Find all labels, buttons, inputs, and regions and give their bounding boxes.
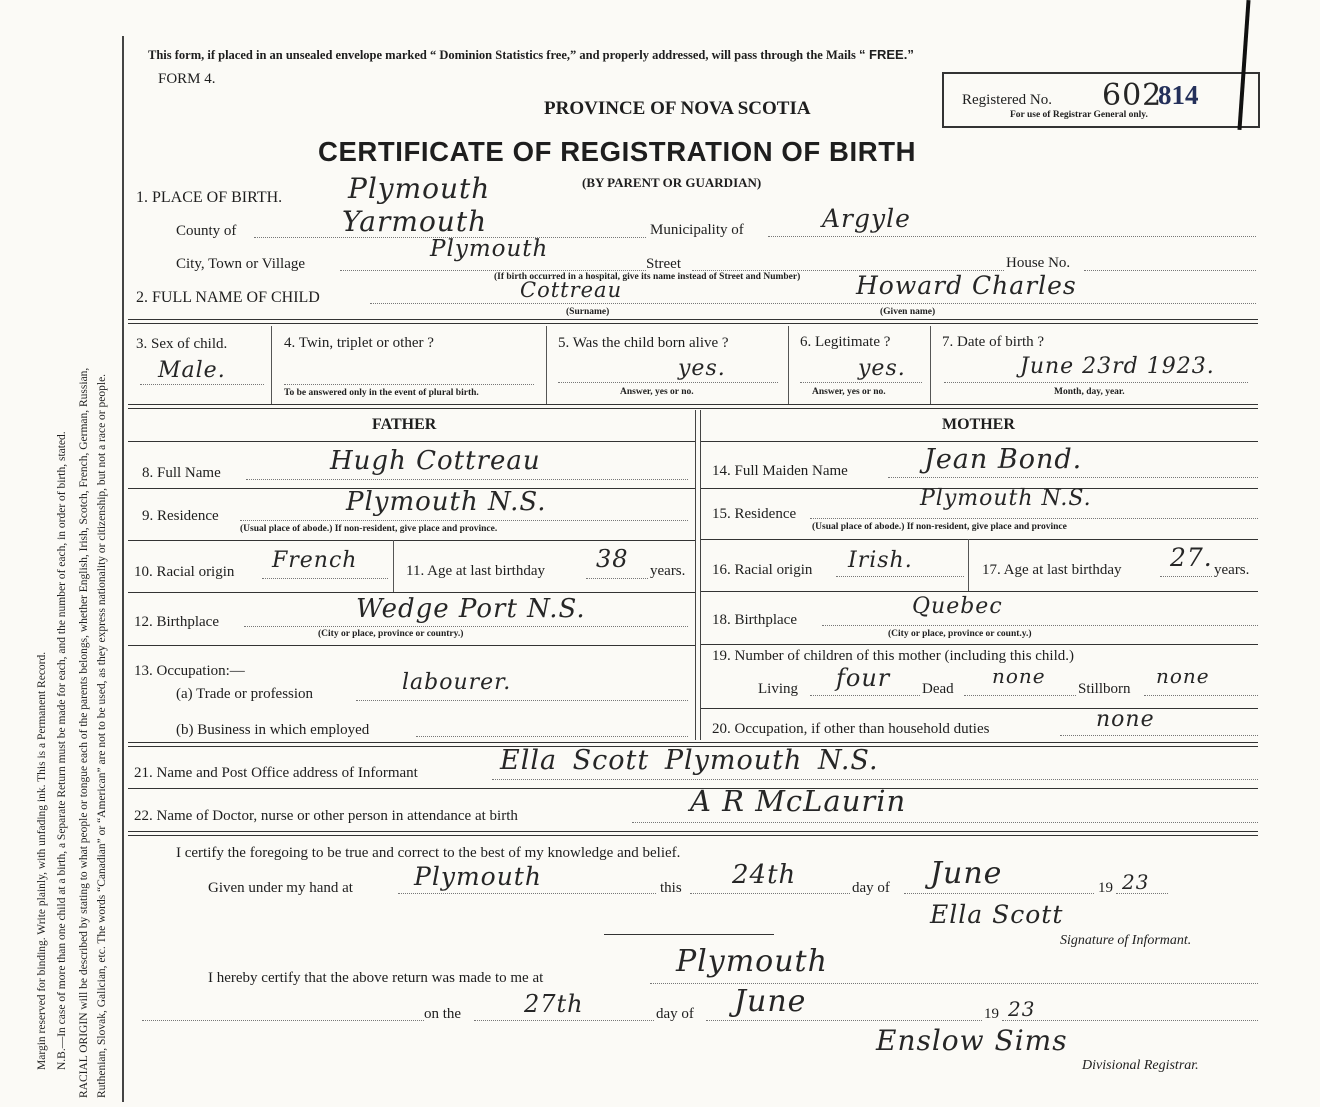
father-age-label: 11. Age at last birthday (406, 563, 545, 579)
father-name-value: Hugh Cottreau (330, 446, 541, 476)
mother-birthplace-label: 18. Birthplace (712, 612, 797, 628)
county-value: Yarmouth (342, 205, 488, 238)
informant-value: Ella Scott Plymouth N.S. (500, 745, 879, 776)
surname-caption: (Surname) (566, 307, 610, 317)
father-racial-value: French (272, 548, 358, 573)
alive-label: 5. Was the child born alive ? (558, 335, 729, 351)
mother-residence-value: Plymouth N.S. (920, 486, 1092, 511)
margin-note-racial-origin: RACIAL ORIGIN will be described by stating to what people or tongue each of the parents belongs, whether English, Irish, Scotch, French, German, Russian, (78, 367, 90, 1098)
twin-note: To be answered only in the event of plural birth. (284, 388, 479, 398)
mail-notice-text: This form, if placed in an unsealed envelope marked “ Dominion Statistics free,” and properly addressed, will pass through the Mails (148, 48, 859, 62)
father-years-label: years. (650, 563, 686, 579)
mother-name-value: Jean Bond. (924, 444, 1083, 475)
on-the-label: on the (424, 1006, 462, 1022)
father-birthplace-note: (City or place, province or country.) (318, 629, 464, 639)
mother-racial-value: Irish. (848, 548, 913, 573)
father-residence-note: (Usual place of abode.) If non-resident, give place and province. (240, 524, 498, 534)
father-birthplace-label: 12. Birthplace (134, 614, 219, 630)
business-label: (b) Business in which employed (176, 722, 370, 738)
stillborn-label: Stillborn (1078, 681, 1131, 697)
certificate-title: CERTIFICATE OF REGISTRATION OF BIRTH (318, 136, 917, 167)
father-name-label: 8. Full Name (142, 465, 221, 481)
given-place-value: Plymouth (414, 862, 542, 891)
mother-residence-label: 15. Residence (712, 506, 797, 522)
dob-caption: Month, day, year. (1054, 387, 1125, 397)
mother-racial-label: 16. Racial origin (712, 562, 813, 578)
given-under-hand-label: Given under my hand at (208, 880, 353, 896)
sex-value: Male. (158, 358, 226, 383)
mother-age-value: 27. (1170, 543, 1213, 572)
mail-notice (148, 47, 914, 63)
city-value: Plymouth (430, 236, 549, 262)
registered-number-handwritten: 602 (1102, 78, 1163, 113)
certificate-subtitle: (BY PARENT OR GUARDIAN) (582, 175, 762, 190)
child-given-name: Howard Charles (856, 271, 1077, 300)
margin-note-multiple-births: N.B.—In case of more than one child at a birth, a Separate Return must be made for each, and the number of each, in order of birth, stated. (56, 431, 68, 1070)
father-racial-label: 10. Racial origin (134, 564, 235, 580)
given-month-value: June (930, 856, 1003, 891)
legitimate-value: yes. (858, 356, 906, 381)
street-label: Street (646, 256, 681, 272)
living-label: Living (758, 681, 798, 697)
mail-notice-free: “ FREE.” (858, 47, 914, 62)
registrar-year-value: 23 (1008, 997, 1036, 1021)
form-number: FORM 4. (158, 71, 216, 87)
occupation-label: 13. Occupation:— (134, 663, 245, 679)
informant-label: 21. Name and Post Office address of Informant (134, 765, 418, 781)
mother-years-label: years. (1214, 562, 1250, 578)
dob-label: 7. Date of birth ? (942, 334, 1045, 350)
mother-name-label: 14. Full Maiden Name (712, 463, 848, 479)
registered-number-stamp: 814 (1158, 80, 1199, 110)
legitimate-label: 6. Legitimate ? (800, 334, 891, 350)
registered-label: Registered No. (962, 92, 1052, 108)
mother-age-label: 17. Age at last birthday (982, 562, 1122, 578)
stillborn-value: none (1156, 664, 1210, 688)
mother-heading: MOTHER (942, 416, 1015, 433)
mother-birthplace-value: Quebec (912, 594, 1003, 619)
mother-occupation-label: 20. Occupation, if other than household duties (712, 721, 990, 737)
given-day-value: 24th (732, 860, 797, 890)
this-label: this (660, 880, 682, 896)
place-of-birth-label: 1. PLACE OF BIRTH. (136, 189, 283, 206)
father-heading: FATHER (372, 416, 437, 433)
given-year-value: 23 (1122, 870, 1150, 894)
mother-residence-note: (Usual place of abode.) If non-resident, give place and province (812, 522, 1067, 532)
informant-signature-caption: Signature of Informant. (1060, 933, 1192, 948)
registrar-month-value: June (734, 984, 807, 1019)
legitimate-caption: Answer, yes or no. (812, 387, 886, 397)
municipality-label: Municipality of (650, 222, 744, 238)
child-name-label: 2. FULL NAME OF CHILD (136, 289, 320, 306)
sex-label: 3. Sex of child. (136, 336, 228, 352)
registrar-signature-caption: Divisional Registrar. (1082, 1058, 1199, 1073)
twin-label: 4. Twin, triplet or other ? (284, 335, 434, 351)
certify-statement: I certify the foregoing to be true and correct to the best of my knowledge and belief. (176, 845, 681, 861)
margin-note-binding: Margin reserved for binding. Write plainly, with unfading ink. This is a Permanent Record. (36, 651, 48, 1070)
child-surname: Cottreau (520, 278, 623, 302)
alive-value: yes. (678, 356, 726, 381)
province-heading: PROVINCE OF NOVA SCOTIA (544, 98, 811, 119)
given-name-caption: (Given name) (880, 307, 936, 317)
house-number-label: House No. (1006, 255, 1071, 271)
registrar-day-value: 27th (524, 990, 584, 1018)
children-count-label: 19. Number of children of this mother (including this child.) (712, 648, 1075, 664)
place-of-birth-value: Plymouth (348, 172, 491, 205)
registrar-signature: Enslow Sims (876, 1024, 1068, 1057)
dead-label: Dead (922, 681, 954, 697)
registrar-statement: I hereby certify that the above return was made to me at (208, 970, 544, 986)
given-year-prefix: 19 (1098, 880, 1113, 896)
registrar-year-prefix: 19 (984, 1006, 999, 1022)
dead-value: none (992, 664, 1046, 688)
county-label: County of (176, 223, 237, 239)
alive-caption: Answer, yes or no. (620, 387, 694, 397)
registered-note: For use of Registrar General only. (1010, 110, 1148, 120)
city-label: City, Town or Village (176, 256, 306, 272)
registration-box (942, 72, 1260, 128)
informant-signature: Ella Scott (930, 900, 1064, 929)
hospital-note: (If birth occurred in a hospital, give its name instead of Street and Number) (494, 272, 801, 282)
trade-label: (a) Trade or profession (176, 686, 314, 702)
living-value: four (836, 664, 891, 692)
doctor-label: 22. Name of Doctor, nurse or other person in attendance at birth (134, 808, 518, 824)
mother-occupation-value: none (1096, 707, 1155, 732)
doctor-value: A R McLaurin (690, 784, 907, 818)
father-residence-value: Plymouth N.S. (346, 487, 547, 517)
father-birthplace-value: Wedge Port N.S. (356, 594, 586, 624)
father-age-value: 38 (596, 545, 629, 573)
trade-value: labourer. (402, 670, 512, 695)
dob-value: June 23rd 1923. (1020, 354, 1215, 379)
day-of-label: day of (852, 880, 890, 896)
municipality-value: Argyle (822, 204, 911, 233)
father-residence-label: 9. Residence (142, 508, 219, 524)
registrar-place-value: Plymouth (676, 944, 828, 979)
registrar-day-of-label: day of (656, 1006, 694, 1022)
margin-note-nationality: Ruthenian, Slovak, Galician, etc. The words “Canadian” or “American” are not to be used, as they express nationality or citizenship, but not a race or people. (96, 373, 108, 1098)
mother-birthplace-note: (City or place, province or count.y.) (888, 629, 1032, 639)
